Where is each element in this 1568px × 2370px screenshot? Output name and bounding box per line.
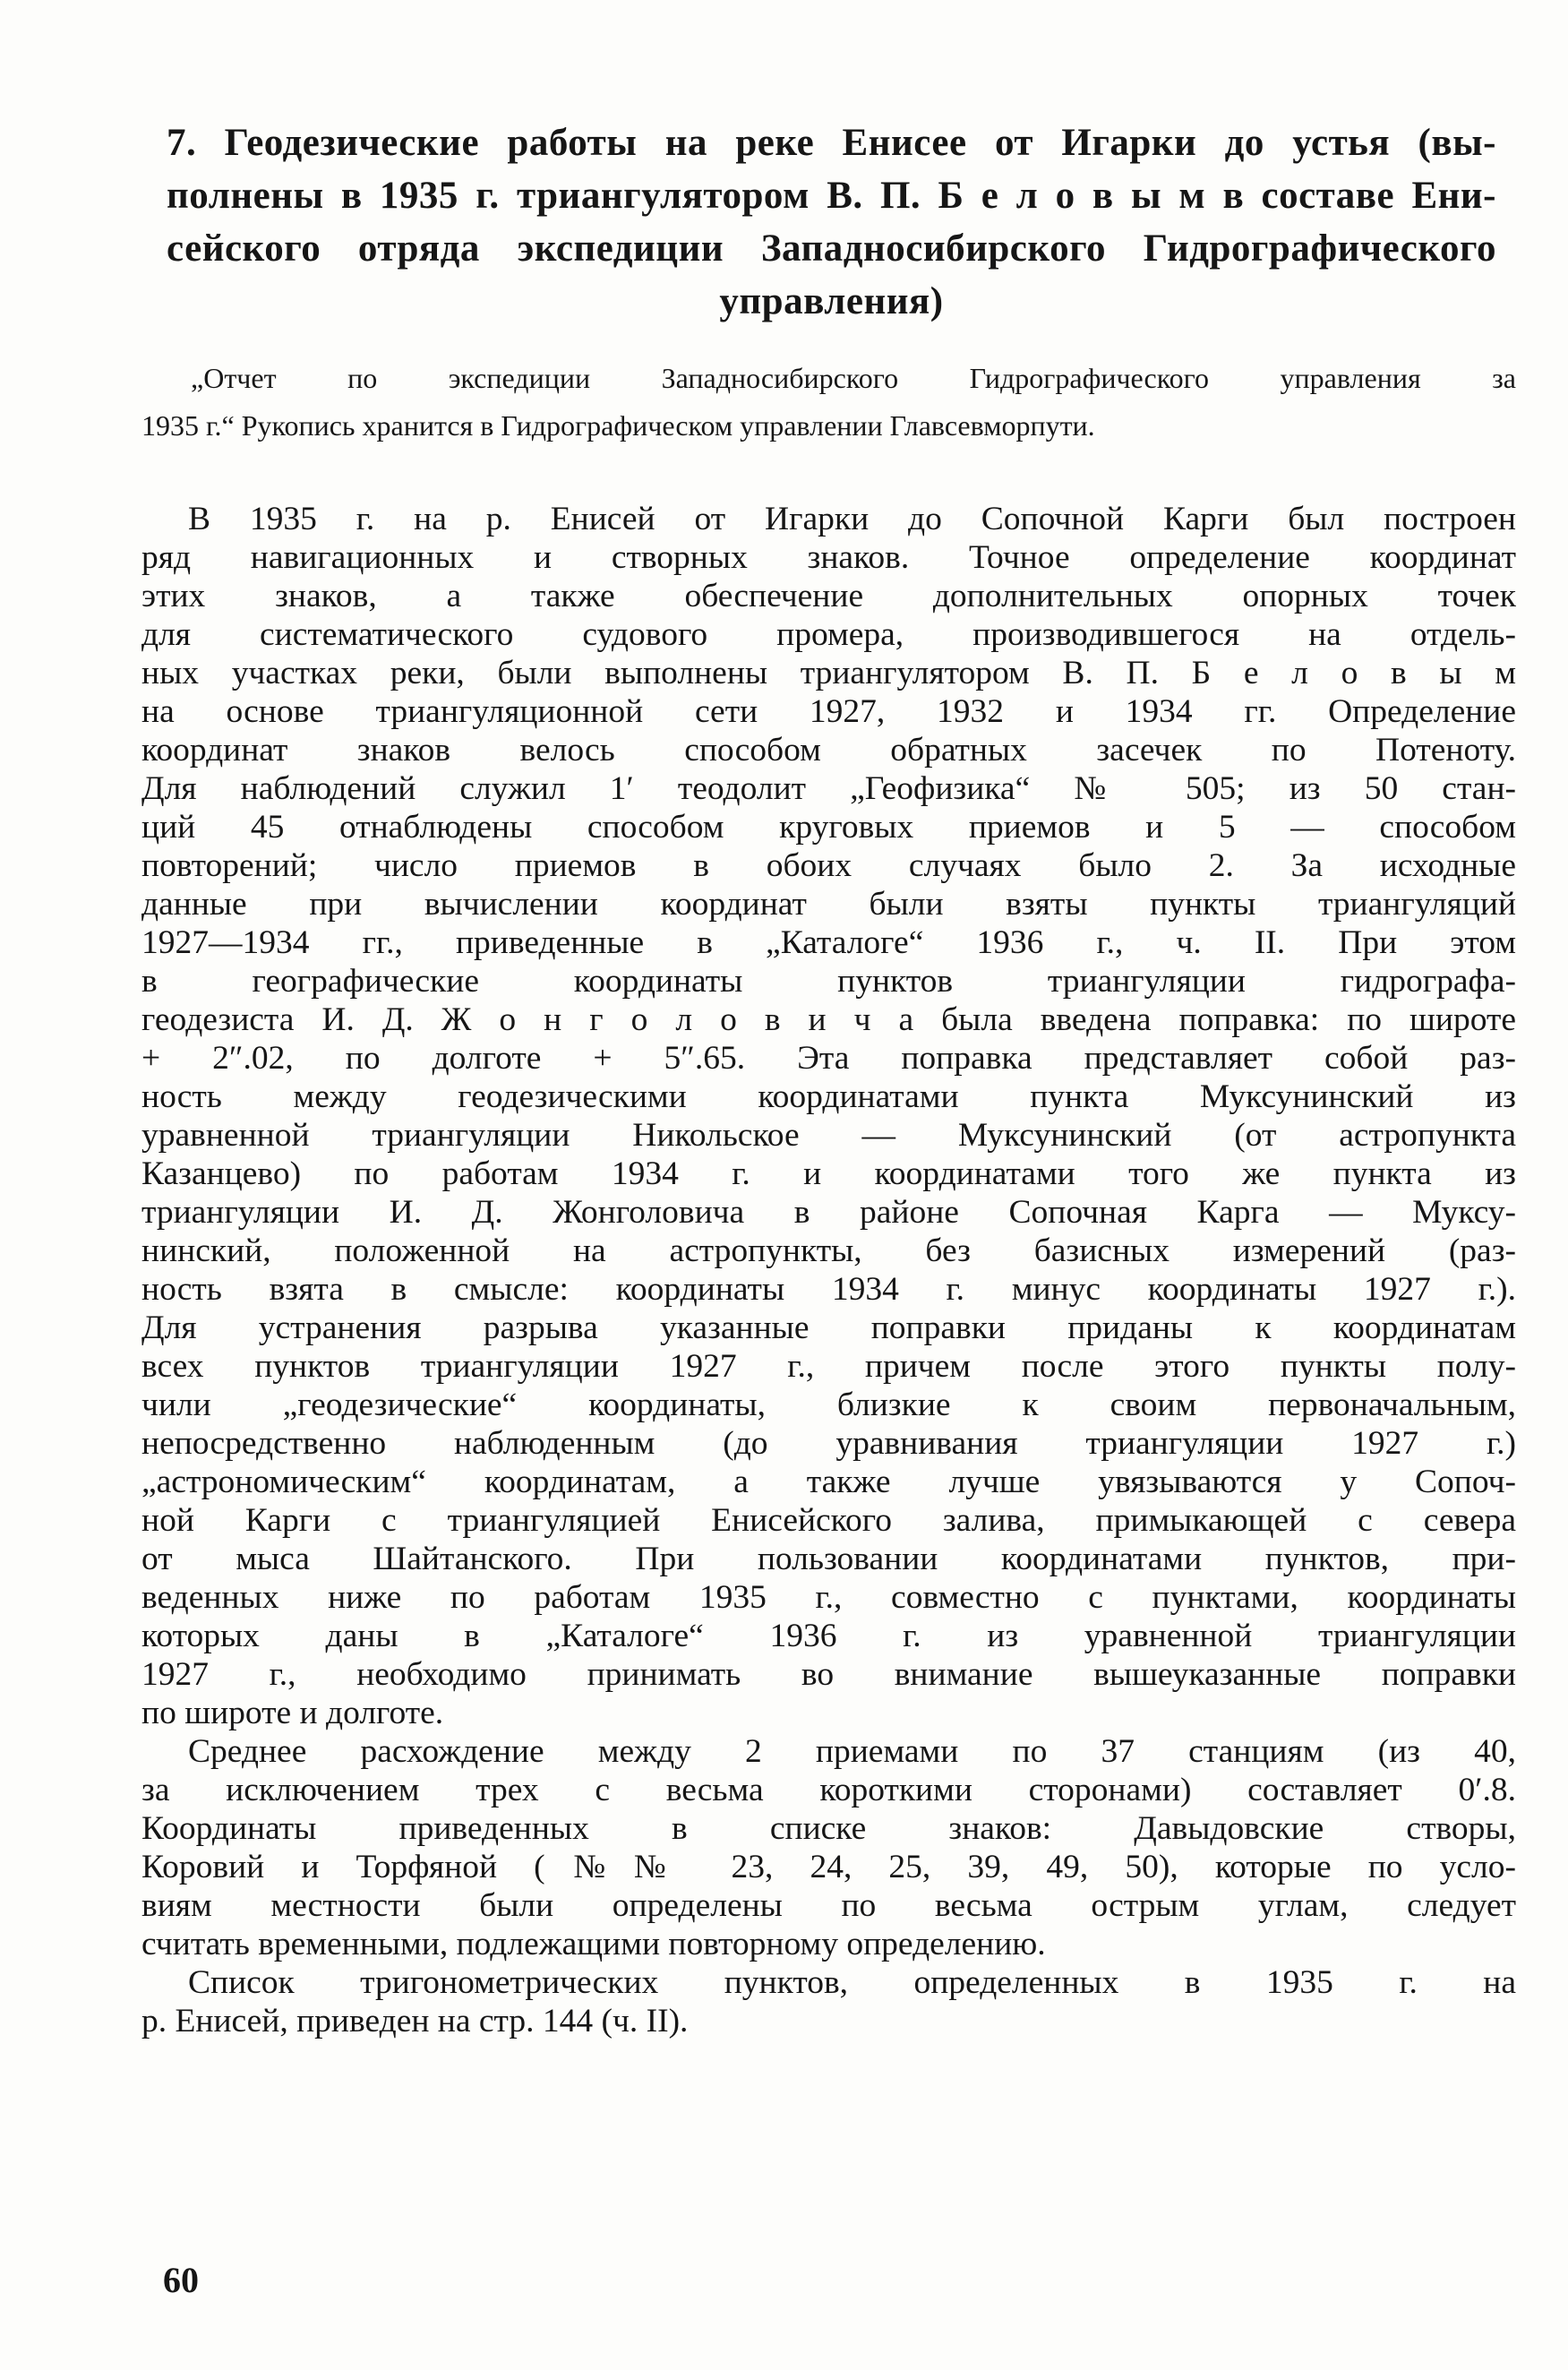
text-line: этих знаков, а также обеспечение дополнительных опорных точек	[141, 578, 1516, 614]
text-line: Для устранения разрыва указанные поправки приданы к координатам	[141, 1310, 1516, 1346]
text-line: Для наблюдений служил 1′ теодолит „Геофизика“ № 505; из 50 стан-	[141, 770, 1516, 807]
text-line: данные при вычислении координат были взяты пункты триангуляций	[141, 886, 1516, 923]
section-title	[167, 116, 1496, 328]
text-line: уравненной триангуляции Никольское — Муксунинский (от астропункта	[141, 1117, 1516, 1154]
paragraph-accuracy	[141, 1732, 1516, 1963]
text-line: в географические координаты пунктов триангуляции гидрографа-	[141, 963, 1516, 1000]
section-title-line: 7. Геодезические работы на реке Енисее от Игарки до устья (вы-	[167, 122, 1496, 164]
text-line: 1927 г., необходимо принимать во внимание вышеуказанные поправки	[141, 1656, 1516, 1693]
text-line: + 2″.02, по долготе + 5″.65. Эта поправка представляет собой раз-	[141, 1040, 1516, 1077]
text-line: геодезиста И. Д. Ж о н г о л о в и ч а была введена поправка: по широте	[141, 1001, 1516, 1038]
text-line: „астрономическим“ координатам, а также лучше увязываются у Сопоч-	[141, 1464, 1516, 1500]
text-line: чили „геодезические“ координаты, близкие к своим первоначальным,	[141, 1387, 1516, 1423]
text-line: виям местности были определены по весьма острым углам, следует	[141, 1887, 1516, 1924]
citation-line: „Отчет по экспедиции Западносибирского Гидрографического управления за	[191, 362, 1516, 394]
text-line: координат знаков велось способом обратных засечек по Потеноту.	[141, 732, 1516, 769]
text-line: на основе триангуляционной сети 1927, 1932 и 1934 гг. Определение	[141, 693, 1516, 730]
source-citation	[141, 355, 1516, 450]
citation-line: 1935 г.“ Рукопись хранится в Гидрографическом управлении Главсевморпути.	[141, 409, 1095, 442]
text-line: В 1935 г. на р. Енисей от Игарки до Сопочной Карги был построен	[188, 501, 1516, 537]
text-line: от мыса Шайтанского. При пользовании координатами пунктов, при-	[141, 1541, 1516, 1577]
text-line: ность между геодезическими координатами пункта Муксунинский из	[141, 1078, 1516, 1115]
paragraph-history	[141, 500, 1516, 1732]
text-line: нинский, положенной на астропункты, без базисных измерений (раз-	[141, 1232, 1516, 1269]
text-line: триангуляции И. Д. Жонголовича в районе Сопочная Карга — Муксу-	[141, 1194, 1516, 1231]
text-line: Координаты приведенных в списке знаков: Давыдовские створы,	[141, 1810, 1516, 1847]
text-line: ность взята в смысле: координаты 1934 г. минус координаты 1927 г.).	[141, 1271, 1516, 1308]
text-line: для систематического судового промера, производившегося на отдель-	[141, 616, 1516, 653]
text-line: считать временными, подлежащими повторному определению.	[141, 1926, 1046, 1962]
text-line: ных участках реки, были выполнены триангулятором В. П. Б е л о в ы м	[141, 655, 1516, 691]
text-line: веденных ниже по работам 1935 г., совместно с пунктами, координаты	[141, 1579, 1516, 1616]
text-line: ций 45 отнаблюдены способом круговых приемов и 5 — способом	[141, 809, 1516, 846]
text-line: Среднее расхождение между 2 приемами по 37 станциям (из 40,	[188, 1733, 1516, 1770]
section-title-line: управления)	[719, 280, 944, 322]
text-line: р. Енисей, приведен на стр. 144 (ч. II).	[141, 2003, 689, 2039]
section-title-line: сейского отряда экспедиции Западносибирского Гидрографического	[167, 228, 1496, 270]
page-number: 60	[163, 2260, 199, 2300]
text-line: ряд навигационных и створных знаков. Точное определение координат	[141, 539, 1516, 576]
text-line: за исключением трех с весьма короткими сторонами) составляет 0′.8.	[141, 1772, 1516, 1808]
text-line: которых даны в „Каталоге“ 1936 г. из уравненной триангуляции	[141, 1618, 1516, 1654]
section-title-line: полнены в 1935 г. триангулятором В. П. Б е л о в ы м в составе Ени-	[167, 175, 1496, 217]
text-line: 1927—1934 гг., приведенные в „Каталоге“ 1936 г., ч. II. При этом	[141, 924, 1516, 961]
paragraph-reference	[141, 1963, 1516, 2040]
text-line: всех пунктов триангуляции 1927 г., причем после этого пункты полу-	[141, 1348, 1516, 1385]
text-line: Список тригонометрических пунктов, определенных в 1935 г. на	[188, 1964, 1516, 2001]
text-line: повторений; число приемов в обоих случаях было 2. За исходные	[141, 847, 1516, 884]
text-line: по широте и долготе.	[141, 1695, 444, 1731]
text-line: непосредственно наблюденным (до уравнивания триангуляции 1927 г.)	[141, 1425, 1516, 1462]
text-line: ной Карги с триангуляцией Енисейского залива, примыкающей с севера	[141, 1502, 1516, 1539]
text-line: Казанцево) по работам 1934 г. и координатами того же пункта из	[141, 1155, 1516, 1192]
body-text	[141, 500, 1516, 2040]
text-line: Коровий и Торфяной (№№ 23, 24, 25, 39, 49, 50), которые по усло-	[141, 1849, 1516, 1885]
